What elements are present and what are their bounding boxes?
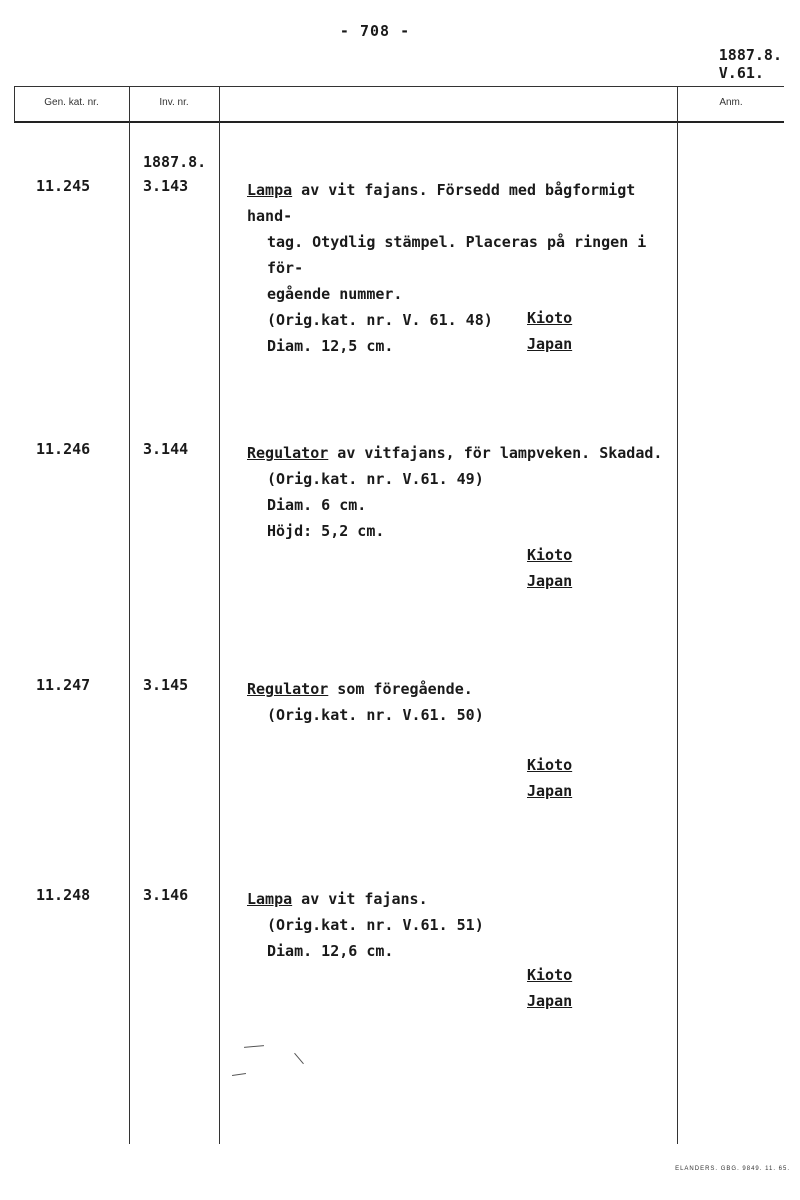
description-line: egående nummer. [267, 285, 403, 303]
description-line: Höjd: 5,2 cm. [267, 522, 385, 540]
country-name: Japan [527, 335, 573, 353]
country-name: Japan [527, 782, 573, 800]
catalog-reference [719, 46, 782, 82]
place-name: Kioto [527, 966, 573, 984]
description-first-line [247, 440, 677, 466]
description-text: av vit fajans. [292, 890, 428, 908]
object-name: Lampa [247, 181, 293, 199]
country-name: Japan [527, 992, 573, 1010]
object-name: Regulator [247, 680, 329, 698]
page-number: - 708 - [339, 22, 411, 40]
inventory-number: 3.143 [143, 177, 189, 195]
description-text: av vitfajans, för lampveken. Skadad. [328, 444, 663, 462]
description-first-line [247, 886, 677, 912]
description-line: (Orig.kat. nr. V.61. 49) [267, 470, 484, 488]
column-divider [129, 86, 130, 1144]
description-line: (Orig.kat. nr. V. 61. 48) [267, 311, 493, 329]
inventory-number: 3.146 [143, 886, 189, 904]
place-name: Kioto [527, 756, 573, 774]
column-divider [677, 86, 678, 1144]
description-line: (Orig.kat. nr. V.61. 50) [267, 706, 484, 724]
place-name: Kioto [527, 309, 573, 327]
column-divider [219, 86, 220, 1144]
description-line: tag. Otydlig stämpel. Placeras på ringen i för- [267, 233, 647, 277]
column-header-gen-kat: Gen. kat. nr. [44, 97, 99, 108]
catalog-reference-line2: V.61. [718, 64, 764, 82]
stray-pen-mark [244, 1045, 264, 1048]
catalog-reference-line1: 1887.8. [718, 46, 782, 64]
object-name: Lampa [247, 890, 293, 908]
gen-kat-number: 11.247 [36, 676, 91, 694]
description-text: som föregående. [328, 680, 473, 698]
description-line: Diam. 12,6 cm. [267, 942, 394, 960]
country-name: Japan [527, 572, 573, 590]
description-text: av vit fajans. Försedd med bågformigt hand- [247, 181, 636, 225]
column-header-inv: Inv. nr. [159, 97, 189, 108]
description-line: Diam. 12,5 cm. [267, 337, 394, 355]
entry-description [247, 440, 677, 544]
gen-kat-number: 11.248 [36, 886, 91, 904]
description-first-line [247, 177, 677, 229]
printer-imprint: ELANDERS. GBG. 9849. 11. 65. [675, 1166, 790, 1172]
column-header-anm: Anm. [719, 97, 743, 108]
inventory-number: 3.144 [143, 440, 189, 458]
object-name: Regulator [247, 444, 329, 462]
place-name: Kioto [527, 546, 573, 564]
stray-pen-mark [232, 1073, 246, 1076]
gen-kat-number: 11.246 [36, 440, 91, 458]
description-line: (Orig.kat. nr. V.61. 51) [267, 916, 484, 934]
entry-description [247, 676, 677, 728]
inventory-number: 3.145 [143, 676, 189, 694]
entry-description [247, 177, 677, 359]
description-line: Diam. 6 cm. [267, 496, 367, 514]
gen-kat-number: 11.245 [36, 177, 91, 195]
inventory-prefix: 1887.8. [143, 153, 207, 171]
entry-description [247, 886, 677, 964]
stray-pen-mark [294, 1053, 304, 1064]
description-first-line [247, 676, 677, 702]
